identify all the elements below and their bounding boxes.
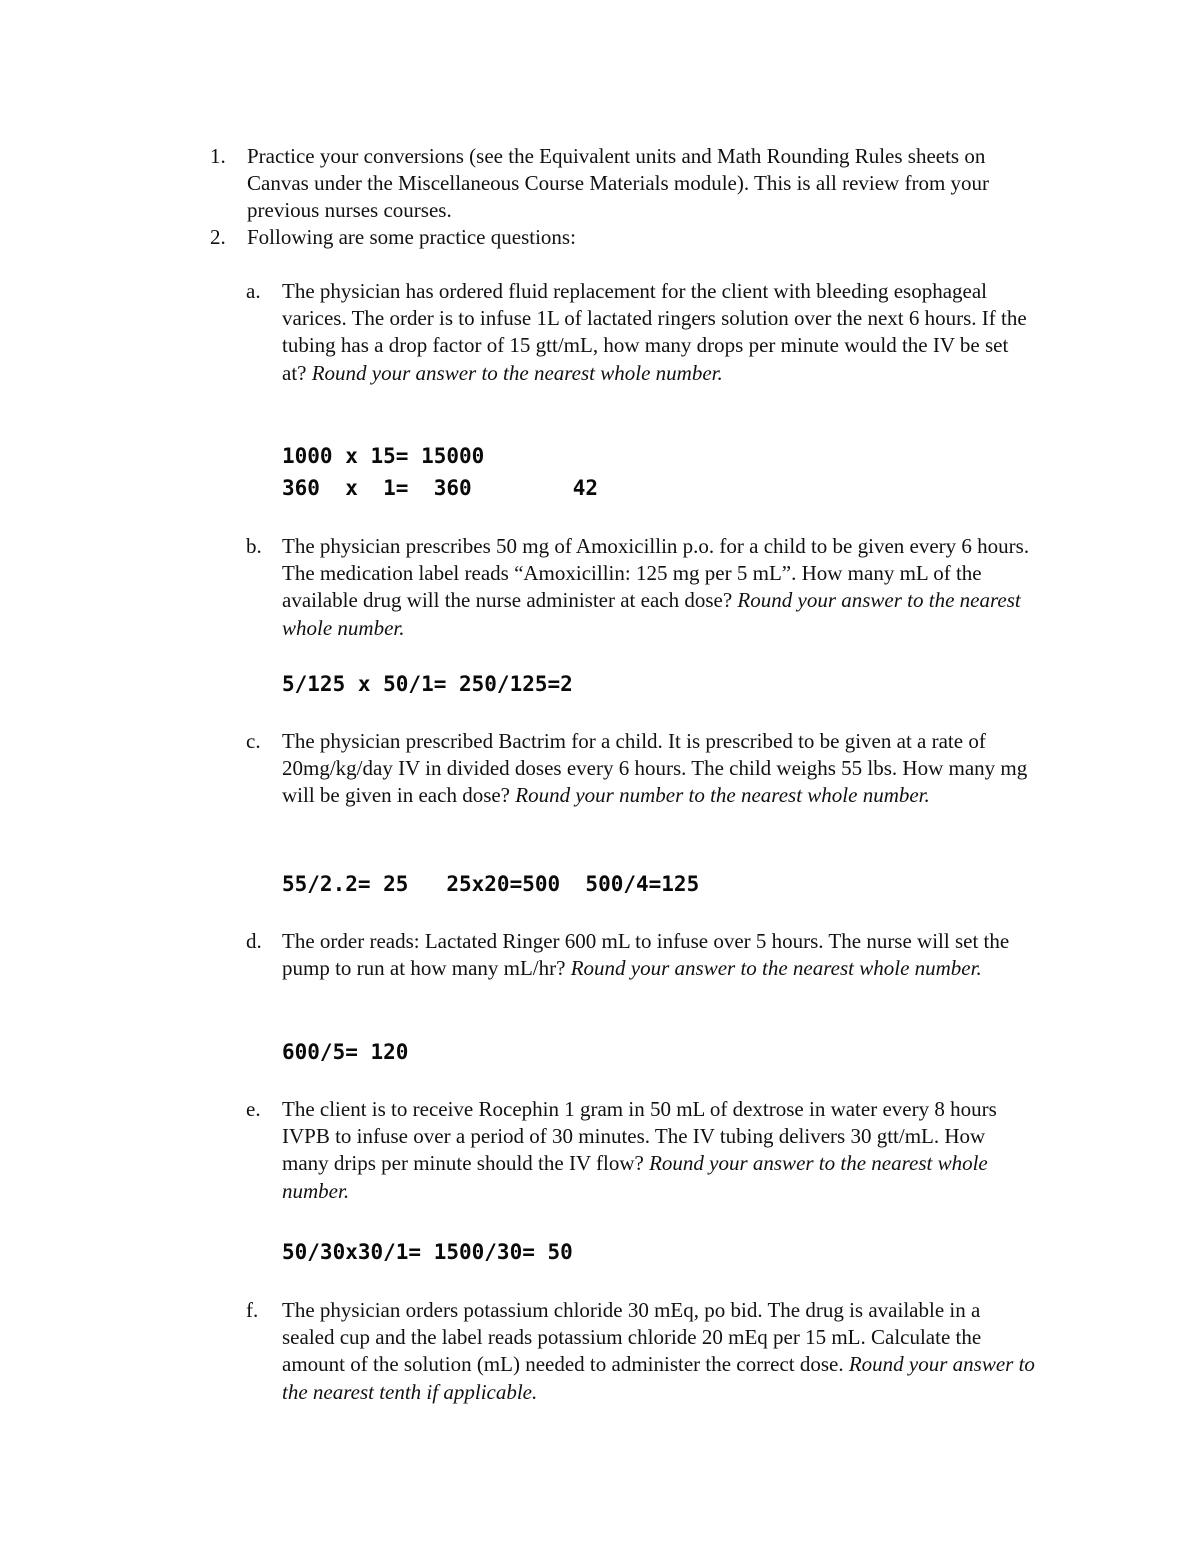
list-item-1 xyxy=(210,143,1030,225)
rounding-instruction: Round your answer to the nearest whole number. xyxy=(570,956,982,981)
rounding-instruction: Round your answer to the nearest whole number. xyxy=(282,588,1021,640)
question-marker: b. xyxy=(246,534,262,558)
question-prompt: The order reads: Lactated Ringer 600 mL to infuse over 5 hours. The nurse will set the pump to run at how many mL/hr? xyxy=(282,929,1010,981)
answer-line: 600/5= 120 xyxy=(282,1040,409,1064)
rounding-instruction: Round your number to the nearest whole number. xyxy=(515,783,930,808)
rounding-instruction: Round your answer to the nearest whole number. xyxy=(282,1151,988,1203)
question-prompt: The physician prescribes 50 mg of Amoxicillin p.o. for a child to be given every 6 hours. The medication label reads “Amoxicillin: 125 mg per 5 mL”. How many mL of the available drug will the nurse administer at each dose? xyxy=(282,534,1030,613)
list-item-text: Practice your conversions (see the Equivalent units and Math Rounding Rules sheets on Canvas under the Miscellaneous Course Materials module). This is all review from your previous nurses courses. xyxy=(247,144,990,223)
question-text xyxy=(282,1096,1036,1205)
question-marker: a. xyxy=(246,279,261,303)
list-item-text: Following are some practice questions: xyxy=(247,225,576,249)
list-item-2 xyxy=(210,224,1030,252)
rounding-instruction: Round your answer to the nearest whole number. xyxy=(311,360,723,385)
question-marker: c. xyxy=(246,729,261,753)
question-text xyxy=(282,278,1036,387)
list-marker: 2. xyxy=(210,225,226,249)
list-marker: 1. xyxy=(210,144,226,168)
answer-line: 360 x 1= 360 42 xyxy=(282,476,599,500)
question-text xyxy=(282,728,1036,810)
question-text xyxy=(282,928,1036,982)
answer-line: 50/30x30/1= 1500/30= 50 xyxy=(282,1240,573,1264)
answer-line: 55/2.2= 25 25x20=500 500/4=125 xyxy=(282,872,700,896)
question-prompt: The client is to receive Rocephin 1 gram in 50 mL of dextrose in water every 8 hours IVPB to infuse over a period of 30 minutes. The IV tubing delivers 30 gtt/mL. How many drips per minute should the IV flow? xyxy=(282,1097,997,1176)
question-prompt: The physician prescribed Bactrim for a child. It is prescribed to be given at a rate of 20mg/kg/day IV in divided doses every 6 hours. The child weighs 55 lbs. How many mg will be given in each dose? xyxy=(282,729,1028,808)
question-prompt: The physician has ordered fluid replacement for the client with bleeding esophageal varices. The order is to infuse 1L of lactated ringers solution over the next 6 hours. If the tubing has a drop factor of 15 gtt/mL, how many drops per minute would the IV be set at? xyxy=(282,279,1027,385)
question-text xyxy=(282,1297,1036,1406)
question-marker: d. xyxy=(246,929,262,953)
answer-line: 1000 x 15= 15000 xyxy=(282,444,485,468)
question-prompt: The physician orders potassium chloride 30 mEq, po bid. The drug is available in a sealed cup and the label reads potassium chloride 20 mEq per 15 mL. Calculate the amount of the solution (mL) needed to administer the correct dose. xyxy=(282,1298,982,1377)
question-marker: f. xyxy=(246,1298,259,1322)
rounding-instruction: Round your answer to the nearest tenth if applicable. xyxy=(282,1352,1035,1404)
answer-line: 5/125 x 50/1= 250/125=2 xyxy=(282,672,573,696)
question-marker: e. xyxy=(246,1097,261,1121)
question-text xyxy=(282,533,1036,642)
